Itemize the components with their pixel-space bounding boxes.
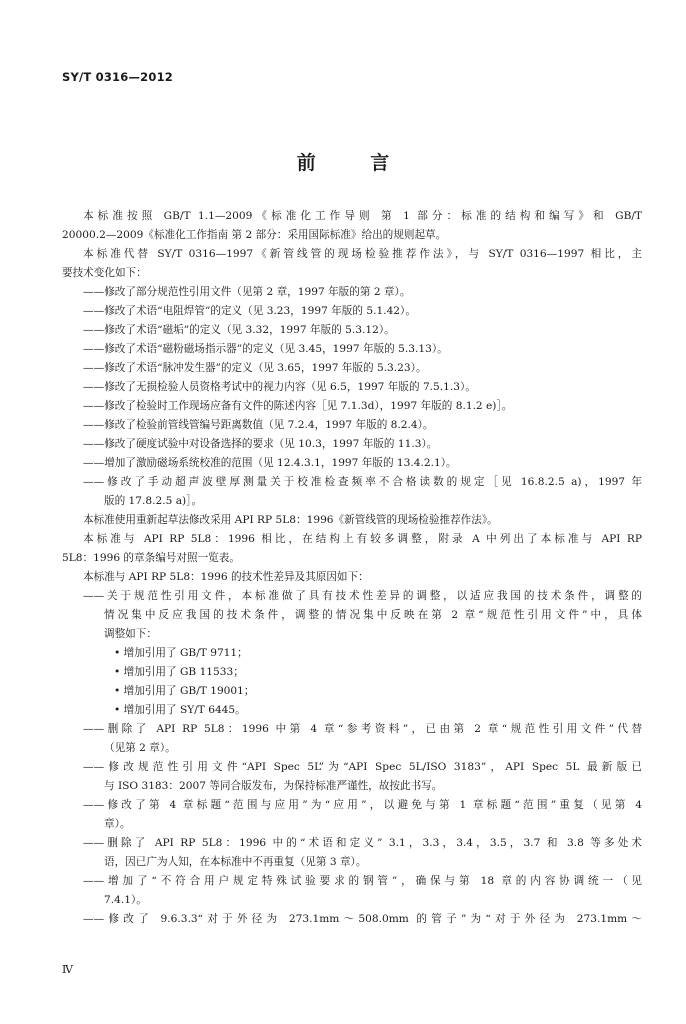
standard-code: SY/T 0316—2012	[62, 70, 173, 84]
page-title: 前 言	[296, 152, 414, 174]
text-line: ——增加了激励磁场系统校准的范围（见 12.4.3.1，1997 年版的 13.4.2.1）。	[83, 457, 457, 469]
text-line: • 增加引用了 GB/T 9711；	[114, 647, 248, 659]
text-line: • 增加引用了 GB 11533；	[114, 666, 244, 678]
text-line: 调整如下：	[104, 628, 157, 640]
text-line: 与 ISO 3183：2007 等同合版发布，为保持标准严谨性，故按此书写。	[104, 780, 443, 792]
text-line: 7.4.1）。	[104, 894, 147, 906]
text-line: 情况集中反应我国的技术条件，调整的情况集中反映在第 2 章“规范性引用文件”中，具体	[104, 609, 642, 621]
text-line: ——修改了检验时工作现场应备有文件的陈述内容［见 7.1.3d），1997 年版的 8.1.2 e)］。	[83, 400, 513, 412]
page-number: Ⅳ	[62, 963, 73, 976]
text-line: • 增加引用了 SY/T 6445。	[114, 704, 246, 716]
text-line: ——修改了检验前管线管编号距离数值（见 7.2.4，1997 年版的 8.2.4）。	[83, 419, 434, 431]
text-line: 本标准与 API RP 5L8：1996 的技术性差异及其原因如下：	[83, 571, 369, 583]
text-line: ——修改了术语“电阻焊管”的定义（见 3.23，1997 年版的 5.1.42）。	[83, 305, 416, 317]
text-line: （见第 2 章）。	[104, 742, 176, 754]
text-line: 本标准使用重新起草法修改采用 API RP 5L8：1996《新管线管的现场检验推荐作法》。	[83, 514, 498, 526]
text-line: ——关于规范性引用文件，本标准做了具有技术性差异的调整，以适应我国的技术条件，调整的	[83, 590, 642, 602]
text-line: ——修改规范性引用文件“API Spec 5L”为“API Spec 5L/ISO 3183”，API Spec 5L 最新版已	[83, 761, 642, 773]
text-line: ——删除了 API RP 5L8：1996 中第 4 章“参考资料”，已由第 2 章“规范性引用文件”代替	[83, 723, 642, 735]
text-line: ——增加了“不符合用户规定特殊试验要求的钢管”，确保与第 18 章的内容协调统一（见	[83, 875, 642, 887]
text-line: 语，因已广为人知，在本标准中不再重复（见第 3 章）。	[104, 856, 367, 868]
text-line: 5L8：1996 的章条编号对照一览表。	[62, 552, 240, 564]
foreword-body	[62, 207, 642, 929]
text-line: ——删除了 API RP 5L8：1996 中的“术语和定义” 3.1，3.3，3.4，3.5，3.7 和 3.8 等多处术	[83, 837, 642, 849]
text-line: ——修改了部分规范性引用文件（见第 2 章，1997 年版的第 2 章）。	[83, 286, 411, 298]
text-line: 要技术变化如下：	[62, 267, 147, 279]
text-line: ——修改了术语“脉冲发生器”的定义（见 3.65，1997 年版的 5.3.23）。	[83, 362, 427, 374]
text-line: 章）。	[104, 818, 131, 830]
text-line: 20000.2—2009《标准化工作指南 第 2 部分：采用国际标准》给出的规则起草。	[62, 229, 447, 241]
text-line: ——修改了硬度试验中对设备选择的要求（见 10.3，1997 年版的 11.3）。	[83, 438, 438, 450]
text-line: 本标准按照 GB/T 1.1—2009《标准化工作导则 第 1 部分：标准的结构和编写》和 GB/T	[83, 210, 642, 222]
text-line: ——修改了无损检验人员资格考试中的视力内容（见 6.5，1997 年版的 7.5.1.3）。	[83, 381, 476, 393]
text-line: ——修改了手动超声波壁厚测量关于校准检查频率不合格读数的规定［见 16.8.2.5 a)，1997 年	[83, 476, 642, 488]
text-line: ——修改了 9.6.3.3“对于外径为 273.1mm～508.0mm 的管子”为“对于外径为 273.1mm～	[83, 913, 642, 925]
text-line: ——修改了术语“磁垢”的定义（见 3.32，1997 年版的 5.3.12）。	[83, 324, 395, 336]
text-line: • 增加引用了 GB/T 19001；	[114, 685, 255, 697]
text-line: 本标准与 API RP 5L8：1996 相比，在结构上有较多调整，附录 A 中列出了本标准与 API RP	[83, 533, 642, 545]
text-line: ——修改了术语“磁粉磁场指示器”的定义（见 3.45，1997 年版的 5.3.13）。	[83, 343, 448, 355]
text-line: 本标准代替 SY/T 0316—1997《新管线管的现场检验推荐作法》，与 SY/T 0316—1997 相比，主	[83, 248, 642, 260]
text-line: ——修改了第 4 章标题“范围与应用”为“应用”，以避免与第 1 章标题“范围”重复（见第 4	[83, 799, 642, 811]
text-line: 版的 17.8.2.5 a)］。	[104, 495, 203, 507]
